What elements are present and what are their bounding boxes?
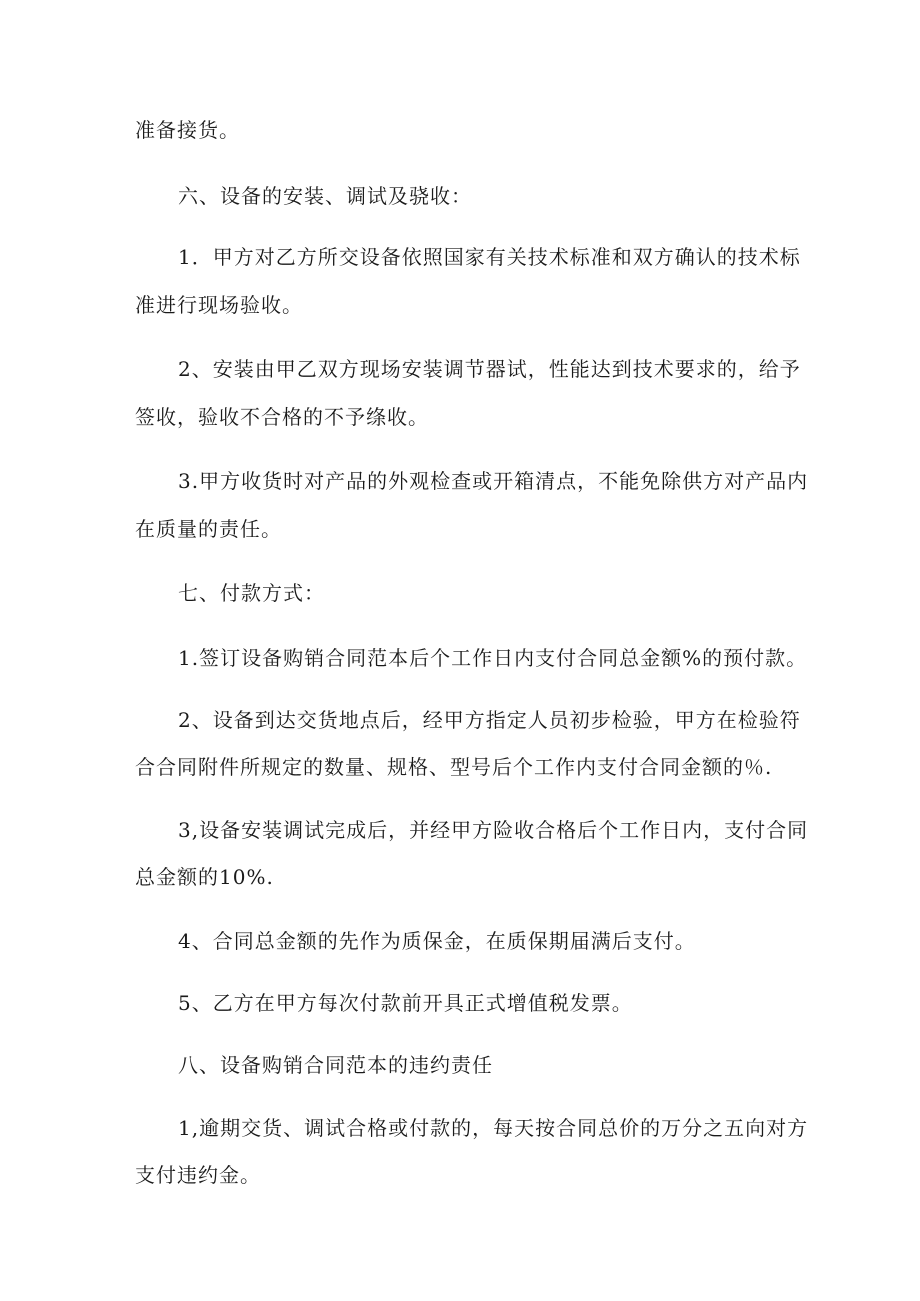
section-heading-6: 六、设备的安装、调试及骁收：: [178, 184, 472, 208]
text-line: 总金额的10%.: [135, 865, 274, 889]
text-line: 3,设备安装调试完成后，并经甲方险收合格后个工作日内，支付合同: [178, 818, 809, 842]
text-line: 2、设备到达交货地点后，经甲方指定人员初步检验，甲方在检验符: [178, 708, 801, 732]
text-line: 1,逾期交货、调试合格或付款的，每天按合同总价的万分之五向对方: [178, 1116, 809, 1140]
text-line: 5、乙方在甲方每次付款前开具正式增值税发票。: [178, 991, 633, 1015]
text-line: 4、合同总金额的先作为质保金，在质保期届满后支付。: [178, 929, 696, 953]
text-line: 准备接货。: [135, 118, 240, 142]
text-line: 1.签订设备购销合同范本后个工作日内支付合同总金额%的预付款。: [178, 646, 808, 670]
text-line: 2、安装由甲乙双方现场安装调节器试，性能达到技术要求的，给予: [178, 357, 801, 381]
text-line: 在质量的责任。: [135, 517, 282, 541]
text-line: 准进行现场验收。: [135, 293, 303, 317]
text-line: 3.甲方收货时对产品的外观检查或开箱清点，不能免除供方对产品内: [178, 469, 809, 493]
text-line: 合合同附件所规定的数量、规格、型号后个工作内支付合同金额的％.: [135, 755, 773, 779]
text-line: 签收，验收不合格的不予绦收。: [135, 405, 429, 429]
section-heading-8: 八、设备购销合同范本的违约责任: [178, 1053, 493, 1077]
section-heading-7: 七、付款方式：: [178, 581, 325, 605]
text-line: 支付违约金。: [135, 1163, 261, 1187]
text-line: 1．甲方对乙方所交设备依照国家有关技术标准和双方确认的技术标: [178, 245, 801, 269]
